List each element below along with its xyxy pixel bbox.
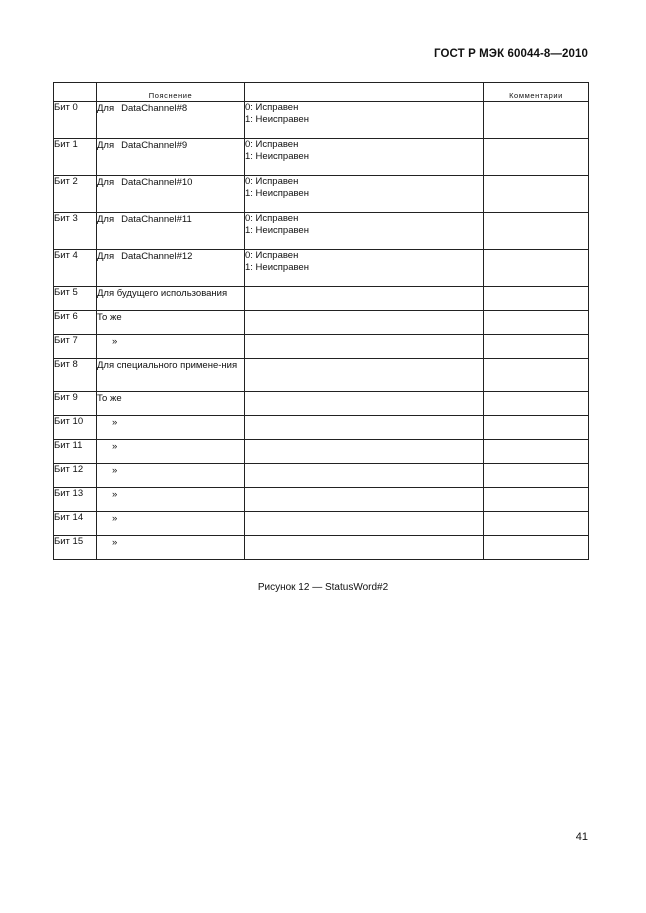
state-cell — [245, 102, 484, 139]
bit-cell: Бит 7 — [54, 335, 97, 359]
comment-cell — [484, 139, 589, 176]
bit-cell: Бит 1 — [54, 139, 97, 176]
table-row — [54, 176, 589, 213]
description-prefix: Для — [97, 177, 115, 188]
comment-cell — [484, 440, 589, 464]
state-ok: 0: Исправен — [245, 250, 299, 261]
state-cell — [245, 139, 484, 176]
table-row — [54, 359, 589, 392]
description-cell: » — [97, 512, 245, 536]
state-cell — [245, 512, 484, 536]
description-cell: Для будущего использования — [97, 287, 245, 311]
description-cell — [97, 213, 245, 250]
description-cell: То же — [97, 392, 245, 416]
table-row — [54, 335, 589, 359]
table-row — [54, 213, 589, 250]
state-fault: 1: Неисправен — [245, 114, 309, 125]
bit-cell: Бит 11 — [54, 440, 97, 464]
table-row — [54, 464, 589, 488]
document-header: ГОСТ Р МЭК 60044-8—2010 — [434, 48, 588, 60]
bit-cell: Бит 13 — [54, 488, 97, 512]
table-row — [54, 512, 589, 536]
comment-cell — [484, 102, 589, 139]
bit-cell: Бит 9 — [54, 392, 97, 416]
comment-cell — [484, 416, 589, 440]
comment-cell — [484, 488, 589, 512]
description-cell: » — [97, 440, 245, 464]
bit-cell: Бит 2 — [54, 176, 97, 213]
table-header-row — [54, 83, 589, 102]
description-channel: DataChannel#10 — [121, 177, 193, 188]
table-row — [54, 250, 589, 287]
comment-cell — [484, 536, 589, 560]
state-fault: 1: Неисправен — [245, 225, 309, 236]
figure-caption: Рисунок 12 — StatusWord#2 — [257, 582, 389, 593]
comment-cell — [484, 250, 589, 287]
description-cell: » — [97, 464, 245, 488]
table-row — [54, 416, 589, 440]
state-cell — [245, 416, 484, 440]
description-cell — [97, 102, 245, 139]
table-row — [54, 392, 589, 416]
page-number: 41 — [575, 831, 588, 843]
state-cell — [245, 335, 484, 359]
header-bit — [54, 83, 97, 102]
description-cell — [97, 250, 245, 287]
state-cell — [245, 488, 484, 512]
bit-cell: Бит 8 — [54, 359, 97, 392]
description-channel: DataChannel#12 — [121, 251, 193, 262]
state-cell — [245, 536, 484, 560]
state-fault: 1: Неисправен — [245, 151, 309, 162]
state-cell — [245, 311, 484, 335]
description-prefix: Для — [97, 214, 115, 225]
table-row — [54, 102, 589, 139]
state-cell — [245, 250, 484, 287]
table-row — [54, 536, 589, 560]
bit-cell: Бит 14 — [54, 512, 97, 536]
bit-cell: Бит 6 — [54, 311, 97, 335]
state-cell — [245, 392, 484, 416]
header-state — [245, 83, 484, 102]
table-row — [54, 139, 589, 176]
comment-cell — [484, 311, 589, 335]
bit-cell: Бит 10 — [54, 416, 97, 440]
description-cell: » — [97, 488, 245, 512]
bit-cell: Бит 5 — [54, 287, 97, 311]
state-cell — [245, 440, 484, 464]
comment-cell — [484, 213, 589, 250]
table-row — [54, 488, 589, 512]
bit-cell: Бит 15 — [54, 536, 97, 560]
bit-cell: Бит 4 — [54, 250, 97, 287]
state-cell — [245, 287, 484, 311]
state-cell — [245, 213, 484, 250]
table-row — [54, 287, 589, 311]
bit-cell: Бит 12 — [54, 464, 97, 488]
comment-cell — [484, 392, 589, 416]
description-cell: » — [97, 335, 245, 359]
description-channel: DataChannel#8 — [121, 103, 188, 114]
state-cell — [245, 359, 484, 392]
header-description: Пояснение — [97, 83, 245, 102]
comment-cell — [484, 512, 589, 536]
description-prefix: Для — [97, 103, 115, 114]
state-fault: 1: Неисправен — [245, 188, 309, 199]
description-cell: » — [97, 536, 245, 560]
state-ok: 0: Исправен — [245, 213, 299, 224]
table-row — [54, 311, 589, 335]
comment-cell — [484, 287, 589, 311]
bit-cell: Бит 3 — [54, 213, 97, 250]
comment-cell — [484, 464, 589, 488]
state-ok: 0: Исправен — [245, 176, 299, 187]
description-channel: DataChannel#9 — [121, 140, 188, 151]
state-cell — [245, 464, 484, 488]
bit-cell: Бит 0 — [54, 102, 97, 139]
description-cell: Для специального примене-ния — [97, 359, 245, 392]
table-row — [54, 440, 589, 464]
description-channel: DataChannel#11 — [121, 214, 192, 225]
state-fault: 1: Неисправен — [245, 262, 309, 273]
description-cell — [97, 176, 245, 213]
status-word-table — [53, 82, 589, 560]
comment-cell — [484, 359, 589, 392]
header-comments: Комментарии — [484, 83, 589, 102]
description-cell: » — [97, 416, 245, 440]
description-prefix: Для — [97, 251, 115, 262]
description-cell: То же — [97, 311, 245, 335]
comment-cell — [484, 176, 589, 213]
state-ok: 0: Исправен — [245, 102, 299, 113]
description-cell — [97, 139, 245, 176]
comment-cell — [484, 335, 589, 359]
state-ok: 0: Исправен — [245, 139, 299, 150]
state-cell — [245, 176, 484, 213]
description-prefix: Для — [97, 140, 115, 151]
